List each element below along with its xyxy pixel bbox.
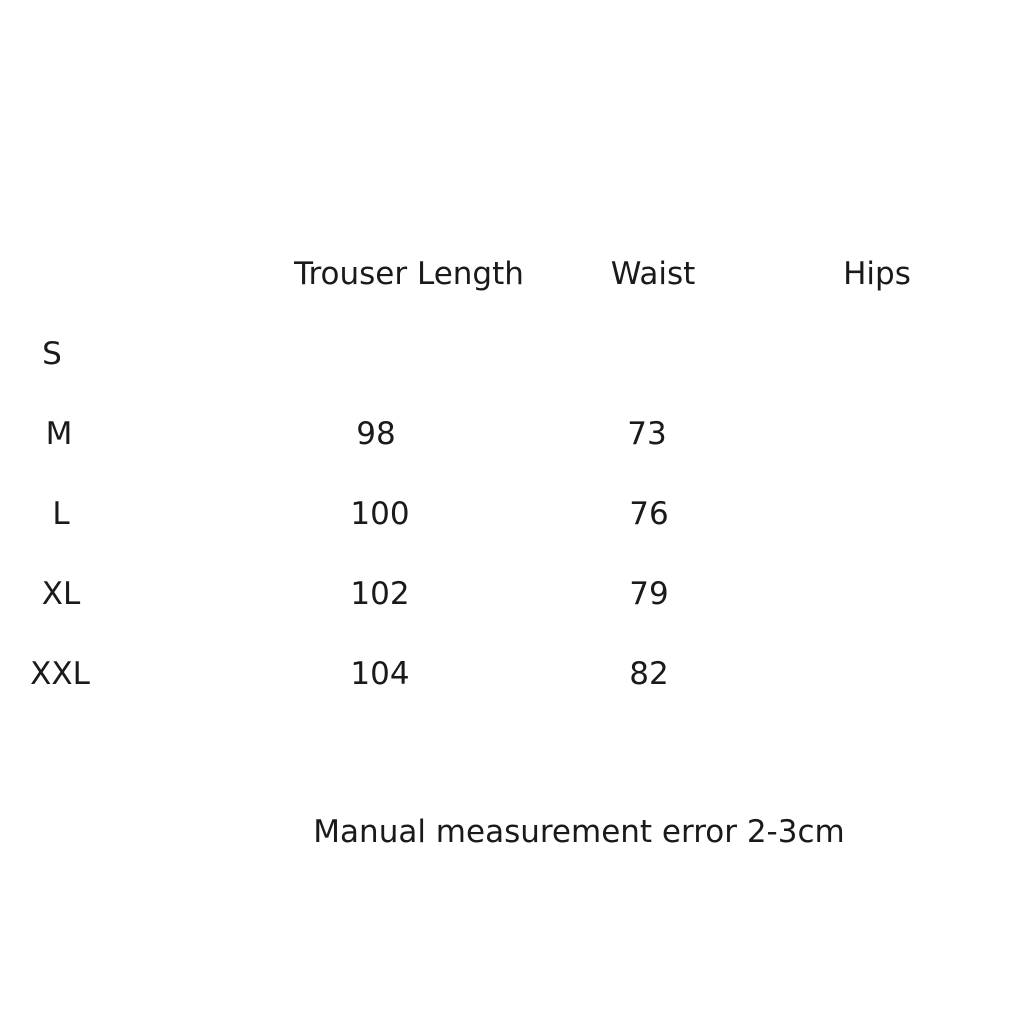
waist-value: 79 (629, 576, 669, 612)
header-waist: Waist (610, 256, 696, 292)
trouser-length-value: 98 (356, 416, 396, 452)
trouser-length-value: 104 (350, 656, 410, 692)
size-label: XXL (30, 656, 90, 692)
waist-value: 82 (629, 656, 669, 692)
header-hips: Hips (843, 256, 911, 292)
trouser-length-value: 100 (350, 496, 410, 532)
size-label: M (45, 416, 73, 452)
header-trouser-length: Trouser Length (294, 256, 524, 292)
size-label: XL (41, 576, 81, 612)
size-label: L (52, 496, 70, 532)
trouser-length-value: 102 (350, 576, 410, 612)
measurement-note: Manual measurement error 2-3cm (313, 814, 845, 850)
waist-value: 73 (627, 416, 667, 452)
size-label: S (42, 336, 62, 372)
waist-value: 76 (629, 496, 669, 532)
